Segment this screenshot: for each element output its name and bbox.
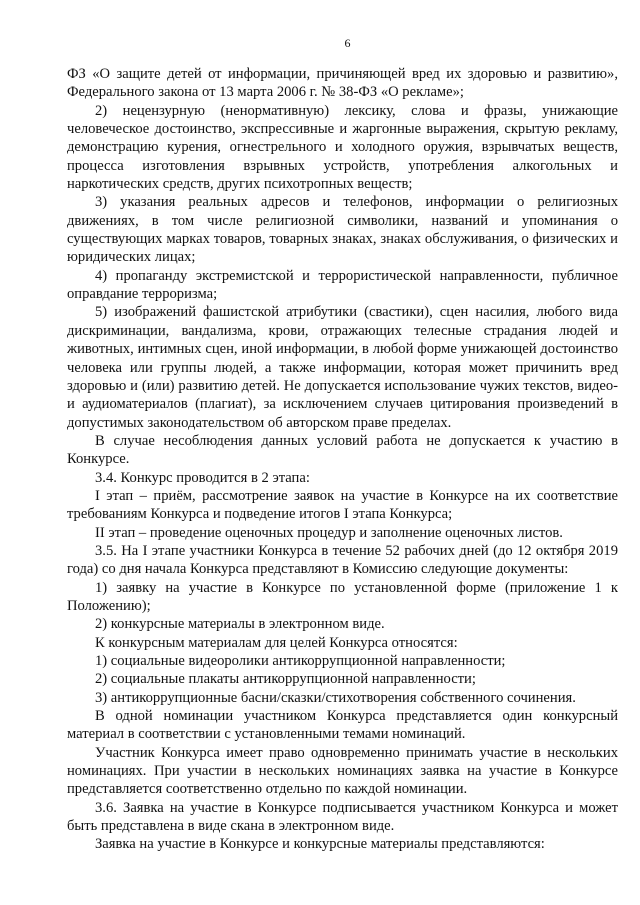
paragraph: В одной номинации участником Конкурса представляется один конкурсный материал в соответствии с установленными темами номинаций. (67, 708, 618, 743)
paragraph: 4) пропаганду экстремистской и террористической направленности, публичное оправдание терроризма; (67, 267, 618, 303)
paragraph: 2) нецензурную (ненормативную) лексику, слова и фразы, унижающие человеческое достоинство, экспрессивные и жаргонные выражения, скрытую рекламу, демонстрацию курения, огнестрельного и холодного оружия, взрывчатых веществ, процесса изготовления взрывных устройств, употребления алкогольных и наркотических средств, других психотропных веществ; (67, 102, 618, 193)
paragraph: Заявка на участие в Конкурсе и конкурсные материалы представляются: (95, 836, 545, 853)
paragraph: 3.5. На I этапе участники Конкурса в течение 52 рабочих дней (до 12 октября 2019 года) со дня начала Конкурса представляют в Комиссию следующие документы: (67, 542, 618, 578)
paragraph: 3) антикоррупционные басни/сказки/стихотворения собственного сочинения. (95, 689, 576, 706)
paragraph: Участник Конкурса имеет право одновременно принимать участие в нескольких номинациях. При участии в нескольких номинациях заявка на участие в Конкурсе представляется соответственно отдельно по каждой номинации. (67, 744, 618, 798)
paragraph: 2) социальные плакаты антикоррупционной направленности; (95, 671, 476, 688)
paragraph: ФЗ «О защите детей от информации, причиняющей вред их здоровью и развитию», Федерального закона от 13 марта 2006 г. № 38-ФЗ «О рекламе»; (67, 66, 618, 101)
paragraph: В случае несоблюдения данных условий работа не допускается к участию в Конкурсе. (67, 432, 618, 468)
paragraph: I этап – приём, рассмотрение заявок на участие в Конкурсе на их соответствие требованиям Конкурса и подведение итогов I этапа Конкурса; (67, 487, 618, 523)
paragraph: 3) указания реальных адресов и телефонов, информации о религиозных движениях, в том числе религиозной символики, названий и упоминания о существующих марках товаров, товарных знаках, знаках обслуживания, о физических и юридических лицах; (67, 194, 618, 266)
paragraph: К конкурсным материалам для целей Конкурса относятся: (95, 634, 458, 651)
page-number: 6 (344, 36, 351, 50)
paragraph: 1) заявку на участие в Конкурсе по установленной форме (приложение 1 к Положению); (67, 579, 618, 614)
paragraph: 3.6. Заявка на участие в Конкурсе подписывается участником Конкурса и может быть представлена в виде скана в электронном виде. (67, 799, 618, 835)
paragraph: 5) изображений фашистской атрибутики (свастики), сцен насилия, любого вида дискриминации, вандализма, крови, отражающих телесные страдания людей и животных, интимных сцен, иной информации, в любой форме унижающей достоинство человека или группы людей, а также информации, которая может причинить вред здоровью и (или) развитию детей. Не допускается использование чужих текстов, видео- и аудиоматериалов (плагиат), за исключением случаев цитирования произведений в допустимых законодательством об авторском праве пределах. (67, 304, 618, 431)
paragraph: 2) конкурсные материалы в электронном виде. (95, 616, 385, 633)
paragraph: 3.4. Конкурс проводится в 2 этапа: (95, 469, 310, 486)
document-body (67, 65, 618, 854)
paragraph: II этап – проведение оценочных процедур и заполнение оценочных листов. (95, 524, 563, 541)
paragraph: 1) социальные видеоролики антикоррупционной направленности; (95, 653, 506, 669)
